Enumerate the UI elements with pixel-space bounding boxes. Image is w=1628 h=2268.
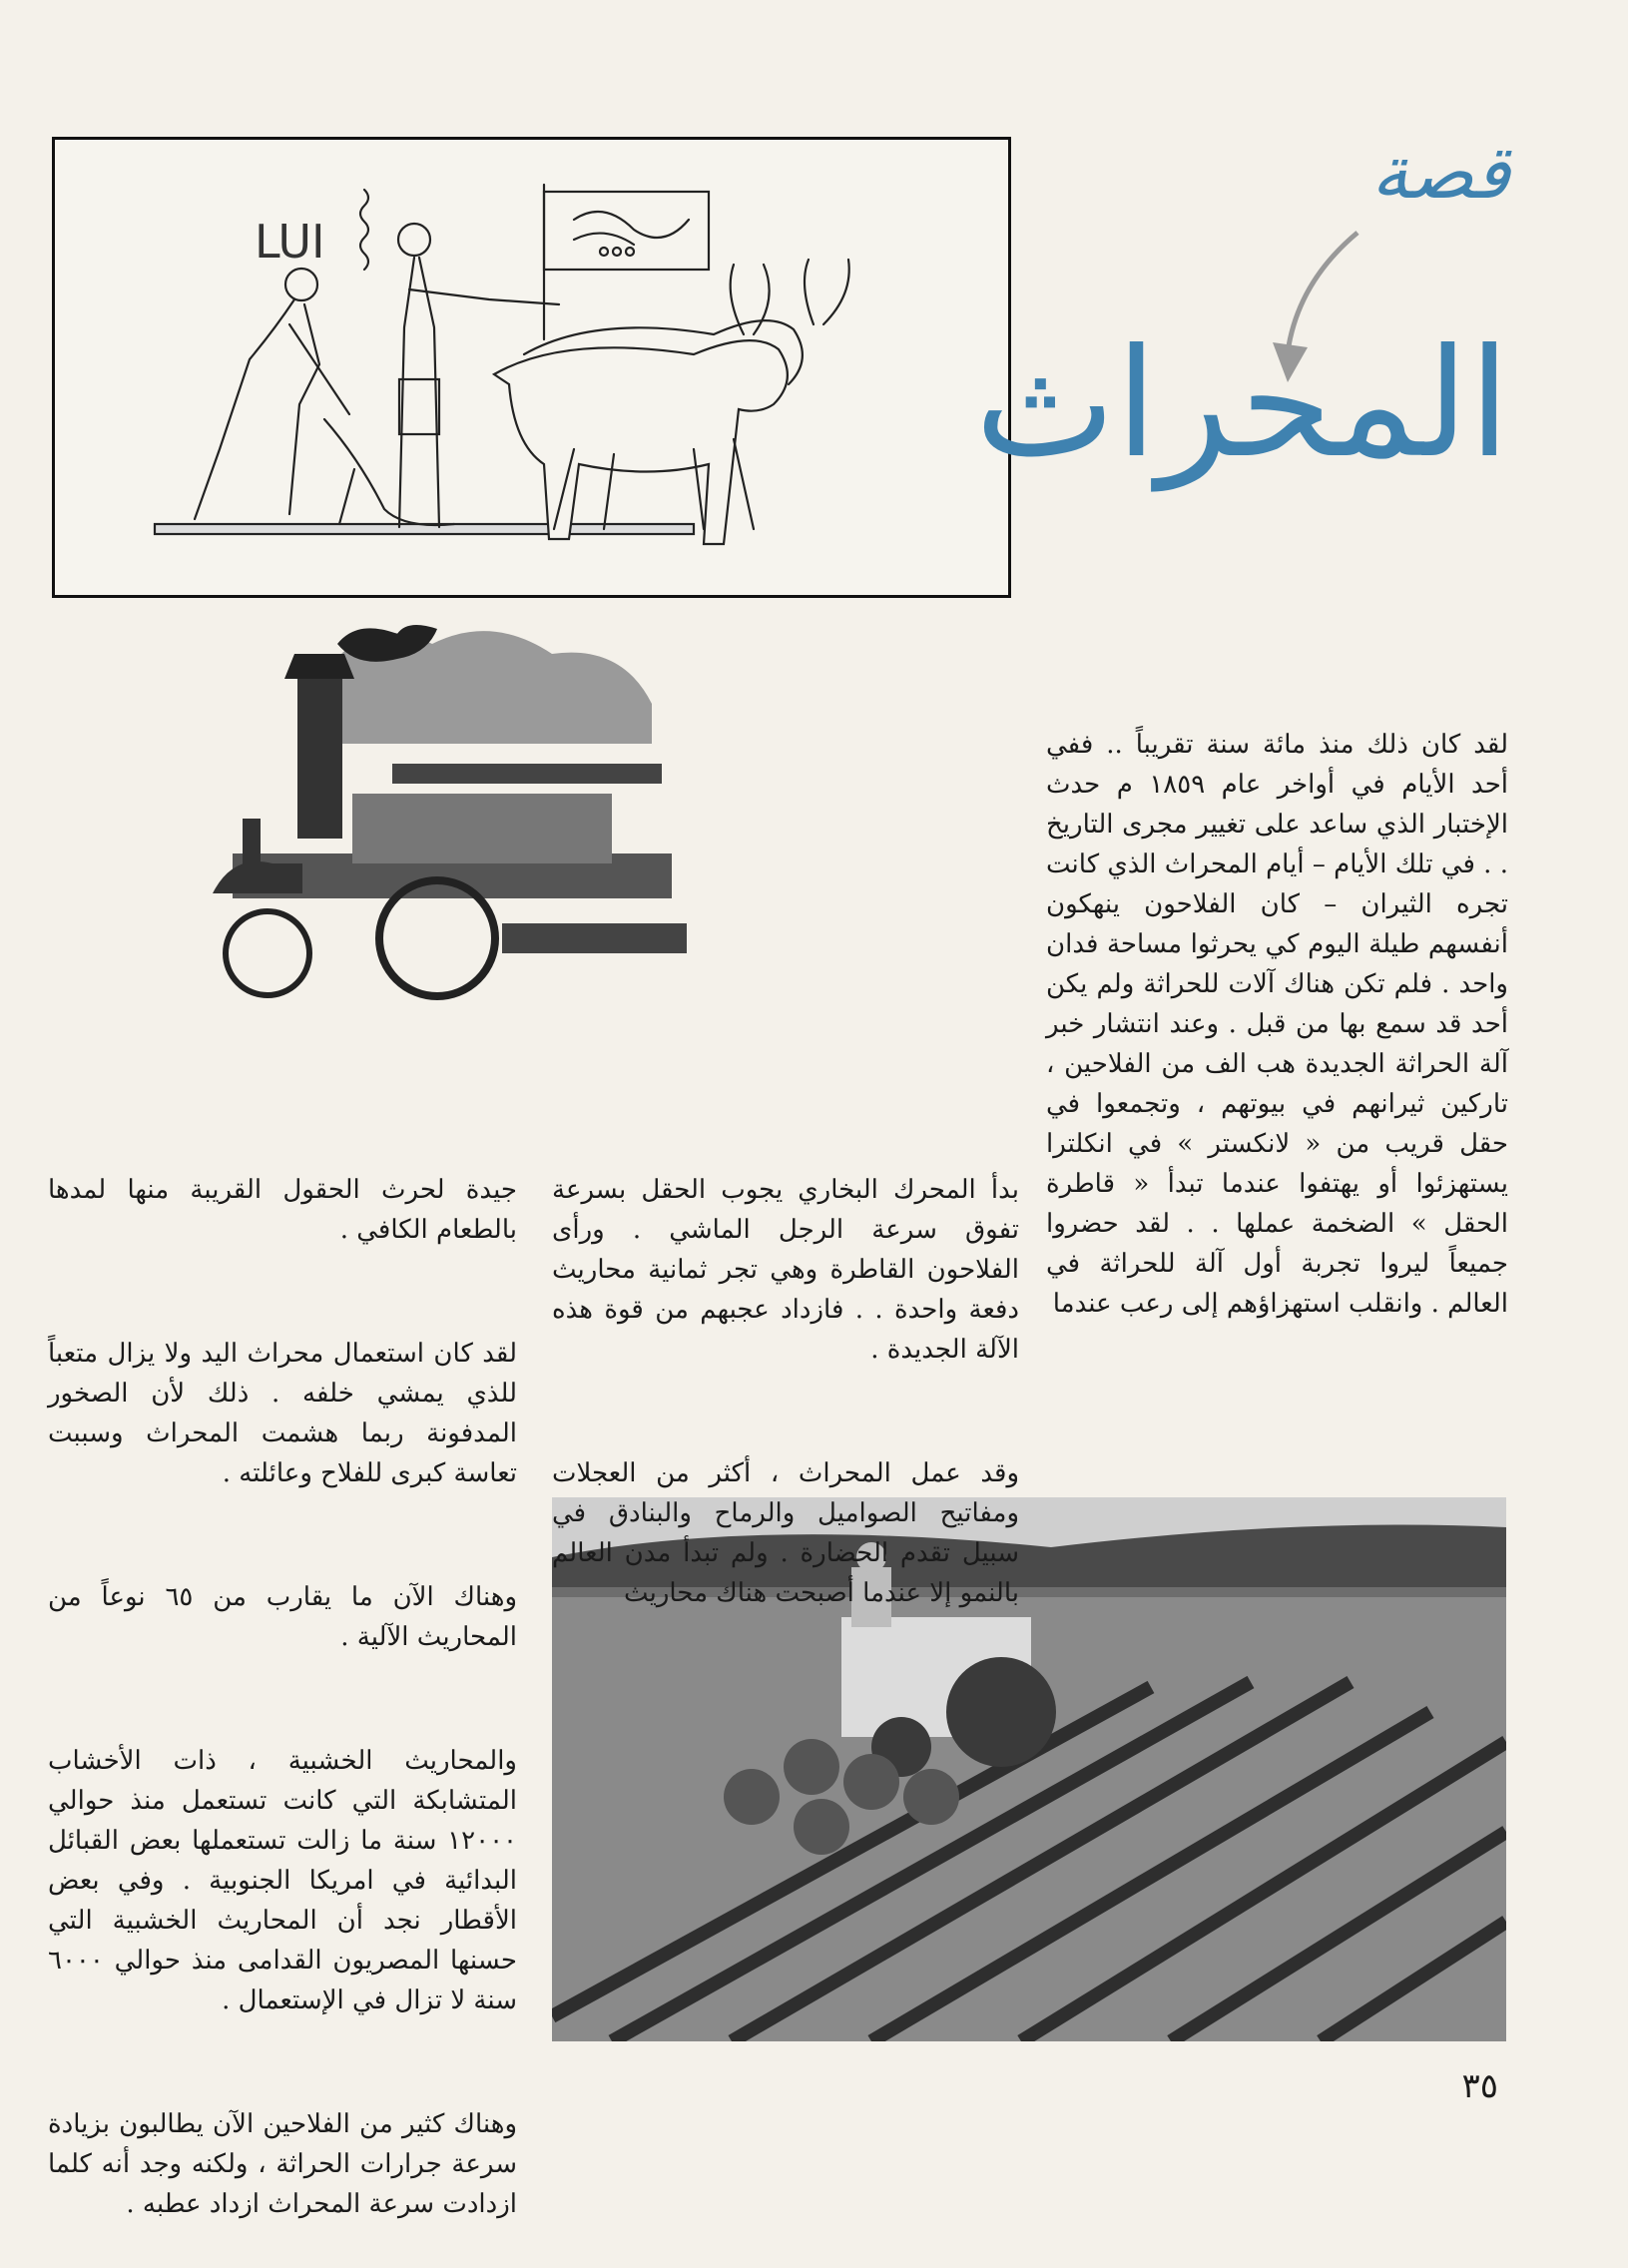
title-small: قصة bbox=[1370, 130, 1510, 216]
paragraph: بدأ المحرك البخاري يجوب الحقل بسرعة تفوق سرعة الرجل الماشي . ورأى الفلاحون القاطرة وهي تجر ثمانية محاريث دفعة واحدة . . فازداد عجبهم من قوة هذه الآلة الجديدة . bbox=[543, 1175, 1019, 1365]
paragraph: جيدة لحرث الحقول القريبة منها لمدها بالطعام الكافي . bbox=[39, 1175, 517, 1245]
egyptian-plowing-illustration bbox=[52, 137, 1011, 598]
page-title: المحراث bbox=[974, 317, 1510, 491]
paragraph: وهناك الآن ما يقارب من ٦٥ نوعاً من المحاريث الآلية . bbox=[39, 1582, 518, 1652]
paragraph: لقد كان ذلك منذ مائة سنة تقريباً .. ففي أحد الأيام في أواخر عام ١٨٥٩ م حدث الإختبار الذي ساعد على تغيير مجرى التاريخ . . في تلك الأيام – أيام المحراث الذي كانت تجره الثيران – كان الفلاحون ينهكون أنفسهم طيلة اليوم كي يحرثوا مساحة فدان واحد . فلم تكن هناك آلات للحراثة ولم يكن أحد قد سمع بها من قبل . وعند انتشار خبر آلة الحراثة الجديدة هب الف من الفلاحين ، تاركين ثيرانهم في بيوتهم ، وتجمعوا في حقل قريب من « لانكستر » في انكلترا يستهزئوا أو يهتفوا عندما تبدأ « قاطرة الحقل » الضخمة عملها . . لقد حضروا جميعاً ليروا تجربة أول آلة للحراثة في العالم . وانقلب استهزاؤهم إلى رعب عندما bbox=[1037, 730, 1508, 1319]
hieroglyph-caption: LUI bbox=[255, 215, 325, 269]
page-number: ٣٥ bbox=[1461, 2066, 1498, 2106]
steam-engine-drawing bbox=[213, 624, 692, 1008]
paragraph: وقد عمل المحراث ، أكثر من العجلات ومفاتيح الصواميل والرماح والبنادق في سبيل تقدم الحضارة . ولم تبدأ مدن العالم بالنمو إلا عندما أصبحت هناك محاريث bbox=[543, 1458, 1019, 1608]
text-column-middle bbox=[543, 1090, 1019, 1657]
text-column-right bbox=[1037, 645, 1508, 1368]
paragraph: لقد كان استعمال محراث اليد ولا يزال متعباً للذي يمشي خلفه . ذلك لأن الصخور المدفونة ربما هشمت المحراث وسببت تعاسة كبرى للفلاح وعائلته . bbox=[39, 1339, 517, 1488]
steam-engine-illustration bbox=[213, 624, 692, 1008]
paragraph: وهناك كثير من الفلاحين الآن يطالبون بزيادة سرعة جرارات الحراثة ، ولكنه وجد أنه كلما ازدادت سرعة المحراث ازداد عطبه . bbox=[39, 2109, 517, 2219]
paragraph: والمحاريث الخشبية ، ذات الأخشاب المتشابكة التي كانت تستعمل منذ حوالي ١٢٠٠٠ سنة ما زالت تستعملها بعض القبائل البدائية في امريكا الجنوبية . وفي بعض الأقطار نجد أن المحاريث الخشبية التي حسنها المصريون القدامى منذ حوالي ٦٠٠٠ سنة لا تزال في الإستعمال . bbox=[39, 1746, 517, 2015]
text-column-left bbox=[39, 1090, 518, 2268]
egyptian-plowing-drawing bbox=[55, 140, 1008, 595]
